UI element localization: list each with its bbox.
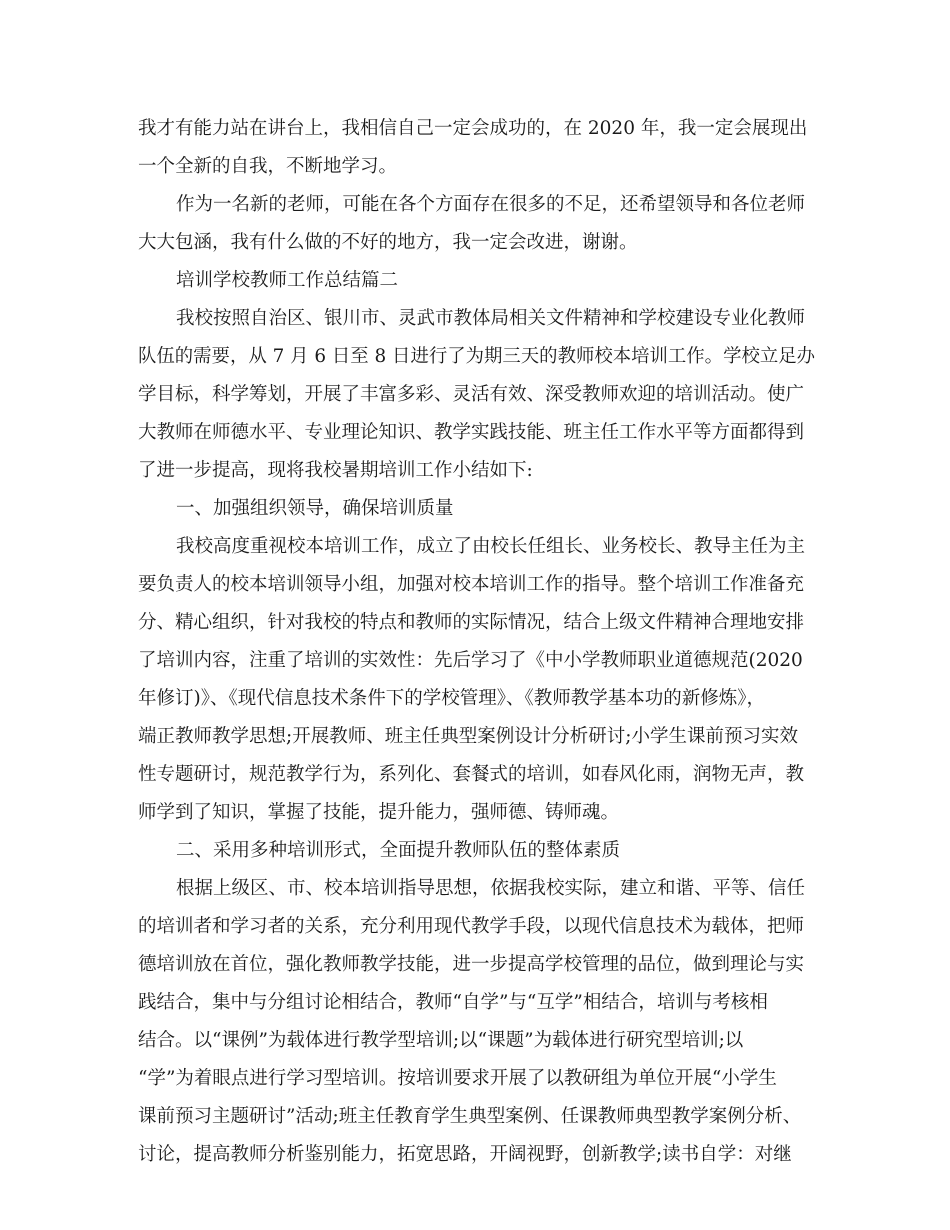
text-line bbox=[0, 414, 950, 452]
text-line bbox=[0, 1022, 950, 1060]
paragraph-first-line bbox=[0, 870, 950, 908]
section-heading bbox=[0, 832, 950, 870]
line-text: 作为一名新的老师，可能在各个方面存在很多的不足，还希望领导和各位老师 bbox=[176, 194, 806, 215]
text-line bbox=[0, 566, 950, 604]
line-text: 课前预习主题研讨”活动;班主任教育学生典型案例、任课教师典型教学案例分析、 bbox=[138, 1106, 802, 1127]
text-line bbox=[0, 756, 950, 794]
text-line bbox=[0, 1060, 950, 1098]
heading-text: 培训学校教师工作总结篇二 bbox=[176, 270, 399, 291]
line-text: 师学到了知识，掌握了技能，提升能力，强师德、铸师魂。 bbox=[138, 802, 620, 823]
text-line bbox=[0, 110, 950, 148]
line-text: 要负责人的校本培训领导小组，加强对校本培训工作的指导。整个培训工作准备充 bbox=[138, 574, 805, 595]
line-text: 践结合，集中与分组讨论相结合，教师“自学”与“互学”相结合，培训与考核相 bbox=[138, 992, 768, 1013]
line-text: 年修订)》、《现代信息技术条件下的学校管理》、《教师教学基本功的新修炼》， bbox=[138, 688, 765, 709]
line-text: 我校按照自治区、银川市、灵武市教体局相关文件精神和学校建设专业化教师 bbox=[176, 308, 806, 329]
paragraph-first-line bbox=[0, 528, 950, 566]
text-line bbox=[0, 1136, 950, 1174]
text-line bbox=[0, 946, 950, 984]
text-line bbox=[0, 984, 950, 1022]
text-line bbox=[0, 338, 950, 376]
line-text: 端正教师教学思想;开展教师、班主任典型案例设计分析研讨;小学生课前预习实效 bbox=[138, 726, 798, 747]
section-heading bbox=[0, 490, 950, 528]
heading-text: 一、加强组织领导，确保培训质量 bbox=[176, 498, 454, 519]
paragraph-first-line bbox=[0, 300, 950, 338]
line-text: 结合。以“课例”为载体进行教学型培训;以“课题”为载体进行研究型培训;以 bbox=[138, 1030, 744, 1051]
line-text: 学目标，科学筹划，开展了丰富多彩、灵活有效、深受教师欢迎的培训活动。使广 bbox=[138, 384, 805, 405]
text-line bbox=[0, 794, 950, 832]
text-line bbox=[0, 718, 950, 756]
line-text: 大大包涵，我有什么做的不好的地方，我一定会改进，谢谢。 bbox=[138, 232, 638, 253]
text-line bbox=[0, 908, 950, 946]
line-text: 我校高度重视校本培训工作，成立了由校长任组长、业务校长、教导主任为主 bbox=[176, 536, 806, 557]
line-text: 分、精心组织，针对我校的特点和教师的实际情况，结合上级文件精神合理地安排 bbox=[138, 612, 805, 633]
line-text: 队伍的需要，从 7 月 6 日至 8 日进行了为期三天的教师校本培训工作。学校立足办 bbox=[138, 346, 816, 367]
line-text: 讨论，提高教师分析鉴别能力，拓宽思路，开阔视野，创新教学;读书自学：对继 bbox=[138, 1144, 792, 1165]
line-text: 一个全新的自我，不断地学习。 bbox=[138, 156, 398, 177]
line-text: “学”为着眼点进行学习型培训。按培训要求开展了以教研组为单位开展“小学生 bbox=[138, 1068, 777, 1089]
line-text: 了进一步提高，现将我校暑期培训工作小结如下: bbox=[138, 460, 533, 481]
text-line bbox=[0, 1098, 950, 1136]
line-text: 了培训内容，注重了培训的实效性：先后学习了《中小学教师职业道德规范(2020 bbox=[138, 650, 803, 671]
text-line bbox=[0, 642, 950, 680]
line-text: 根据上级区、市、校本培训指导思想，依据我校实际，建立和谐、平等、信任 bbox=[176, 878, 806, 899]
line-text: 性专题研讨，规范教学行为，系列化、套餐式的培训，如春风化雨，润物无声，教 bbox=[138, 764, 805, 785]
paragraph-first-line bbox=[0, 186, 950, 224]
text-line bbox=[0, 148, 950, 186]
text-line bbox=[0, 452, 950, 490]
line-text: 的培训者和学习者的关系，充分利用现代教学手段，以现代信息技术为载体，把师 bbox=[138, 916, 805, 937]
line-text: 我才有能力站在讲台上，我相信自己一定会成功的，在 2020 年，我一定会展现出 bbox=[138, 118, 808, 139]
section-heading bbox=[0, 262, 950, 300]
text-line bbox=[0, 224, 950, 262]
line-text: 大教师在师德水平、专业理论知识、教学实践技能、班主任工作水平等方面都得到 bbox=[138, 422, 805, 443]
text-line bbox=[0, 376, 950, 414]
text-line bbox=[0, 680, 950, 718]
text-line bbox=[0, 604, 950, 642]
line-text: 德培训放在首位，强化教师教学技能，进一步提高学校管理的品位，做到理论与实 bbox=[138, 954, 805, 975]
heading-text: 二、采用多种培训形式，全面提升教师队伍的整体素质 bbox=[176, 840, 621, 861]
